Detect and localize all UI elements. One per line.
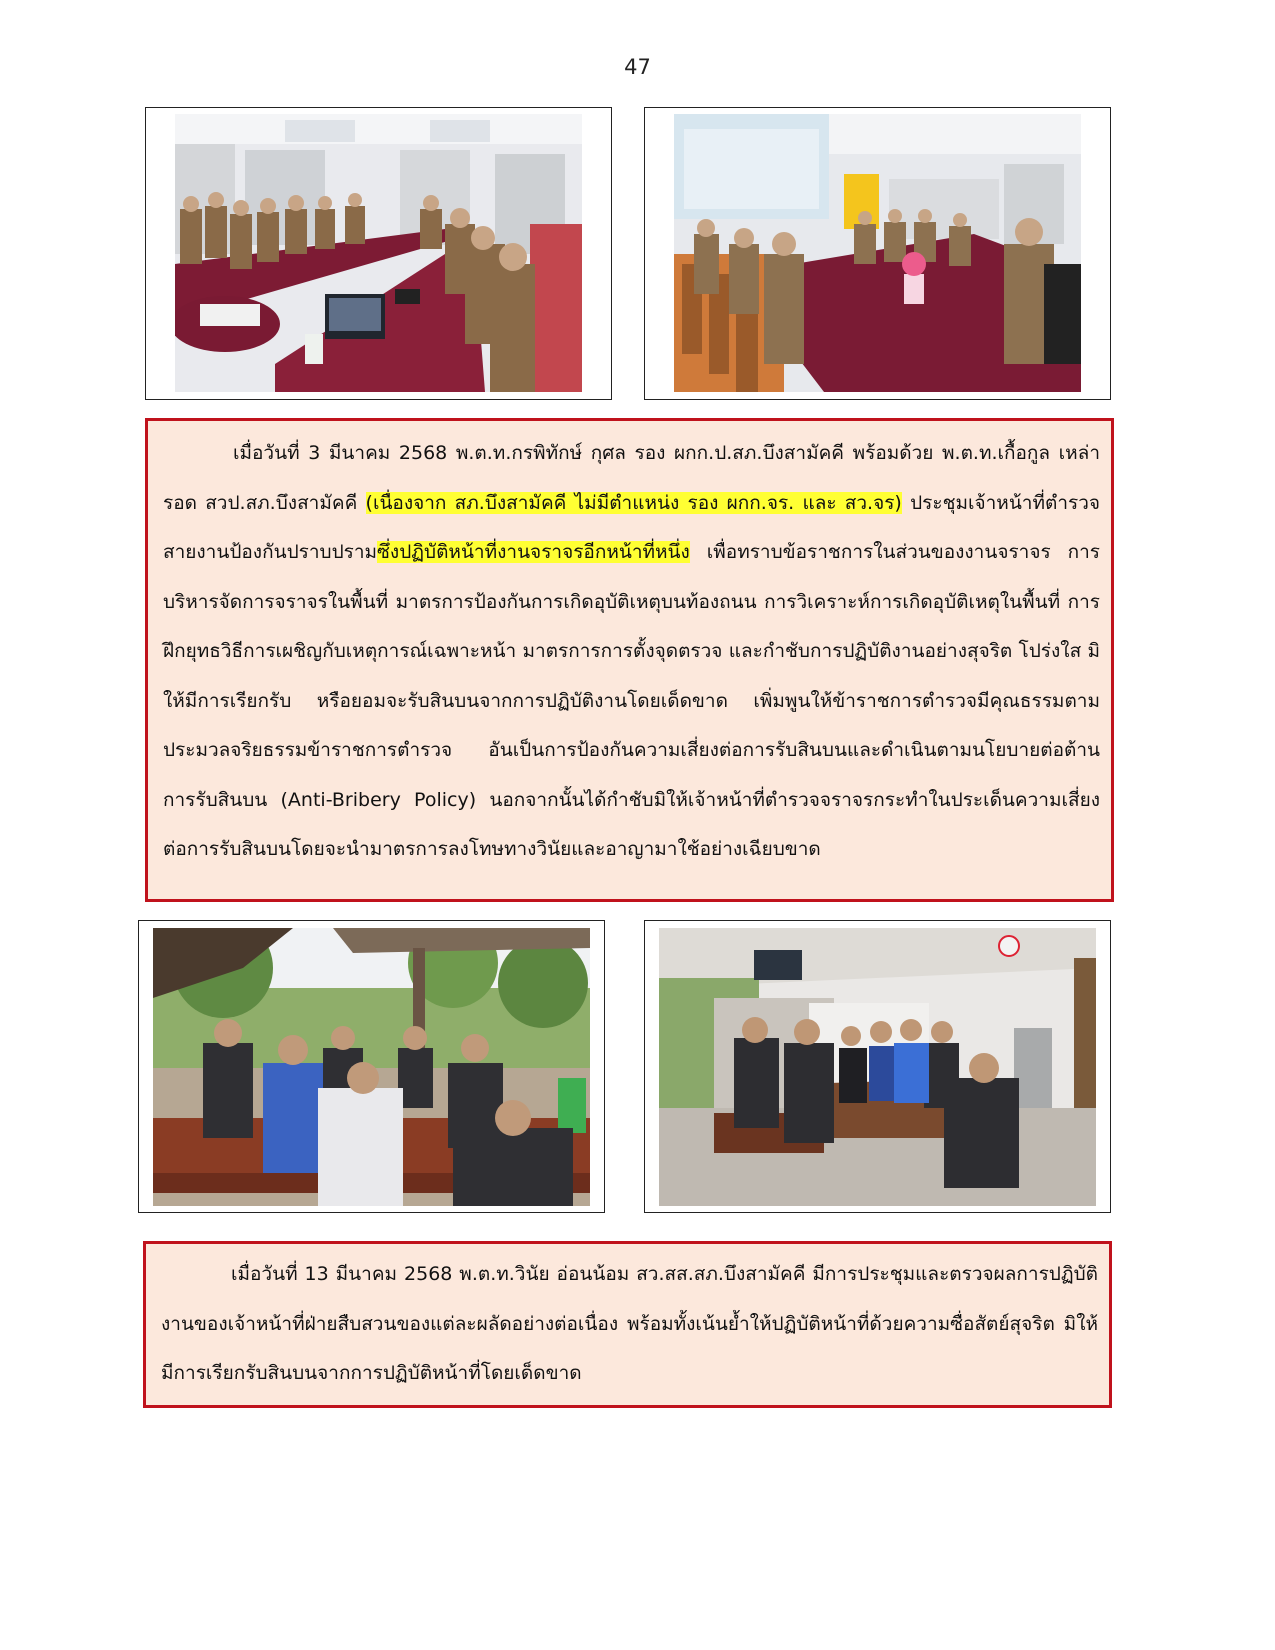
summary-text-investigation-meeting — [161, 1250, 1098, 1399]
page-number: 47 — [624, 55, 651, 79]
photo-outdoor-shelter-meeting — [153, 928, 590, 1206]
box1-highlight-2: ซึ่งปฏิบัติหน้าที่งานจราจรอีกหน้าที่หนึ่ง — [377, 541, 690, 563]
box1-part-1: เมื่อวันที่ 3 มีนาคม 2568 พ.ต.ท.กรพิทักษ์ กุศล รอง ผกก.ป.สภ.บึงสามัคคี พร้อมด้วย พ.ต.ท.เกื้อกูล เหล่ารอด สวป.สภ.บึงสามัคคี — [163, 442, 1100, 514]
box1-part-2: ประชุมเจ้าหน้าที่ตำรวจสายงานป้องกันปราบปราม — [163, 491, 1101, 563]
summary-box-investigation-meeting — [143, 1241, 1112, 1408]
box1-highlight-1: (เนื่องจาก สภ.บึงสามัคคี ไม่มีตำแหน่ง รอง ผกก.จร. และ สว.จร) — [365, 491, 902, 514]
photo-police-conference-table — [674, 114, 1081, 392]
photo-station-porch-meeting — [659, 928, 1096, 1206]
summary-box-traffic-meeting — [145, 418, 1114, 902]
box1-part-3: เพื่อทราบข้อราชการในส่วนของงานจราจร การบริหารจัดการจราจรในพื้นที่ มาตรการป้องกันการเกิดอุบัติเหตุบนท้องถนน การวิเคราะห์การเกิดอุบัติเหตุในพื้นที่ การฝึกยุทธวิธีการเผชิญกับเหตุการณ์เฉพาะหน้า มาตรการการตั้งจุดตรวจ และกำชับการปฏิบัติงานอย่างสุจริต โปร่งใส มิให้มีการเรียกรับ หรือยอมจะรับสินบนจากการปฏิบัติงานโดยเด็ดขาด เพิ่มพูนให้ข้าราชการตำรวจมีคุณธรรมตามประมวลจริยธรรมข้าราชการตำรวจ อันเป็นการป้องกันความเสี่ยงต่อการรับสินบนและดำเนินตามนโยบายต่อต้านการรับสินบน (Anti-Bribery Policy) นอกจากนั้นได้กำชับมิให้เจ้าหน้าที่ตำรวจจราจรกระทำในประเด็นความเสี่ยงต่อการรับสินบนโดยจะนำมาตรการลงโทษทางวินัยและอาญามาใช้อย่างเฉียบขาด — [163, 541, 1100, 860]
photo-police-meeting-room — [175, 114, 582, 392]
box2-text: เมื่อวันที่ 13 มีนาคม 2568 พ.ต.ท.วินัย อ่อนน้อม สว.สส.สภ.บึงสามัคคี มีการประชุมและตรวจผลการปฏิบัติงานของเจ้าหน้าที่ฝ่ายสืบสวนของแต่ละผลัดอย่างต่อเนื่อง พร้อมทั้งเน้นย้ำให้ปฏิบัติหน้าที่ด้วยความซื่อสัตย์สุจริต มิให้มีการเรียกรับสินบนจากการปฏิบัติหน้าที่โดยเด็ดขาด — [161, 1263, 1098, 1384]
summary-text-traffic-meeting — [163, 429, 1100, 875]
